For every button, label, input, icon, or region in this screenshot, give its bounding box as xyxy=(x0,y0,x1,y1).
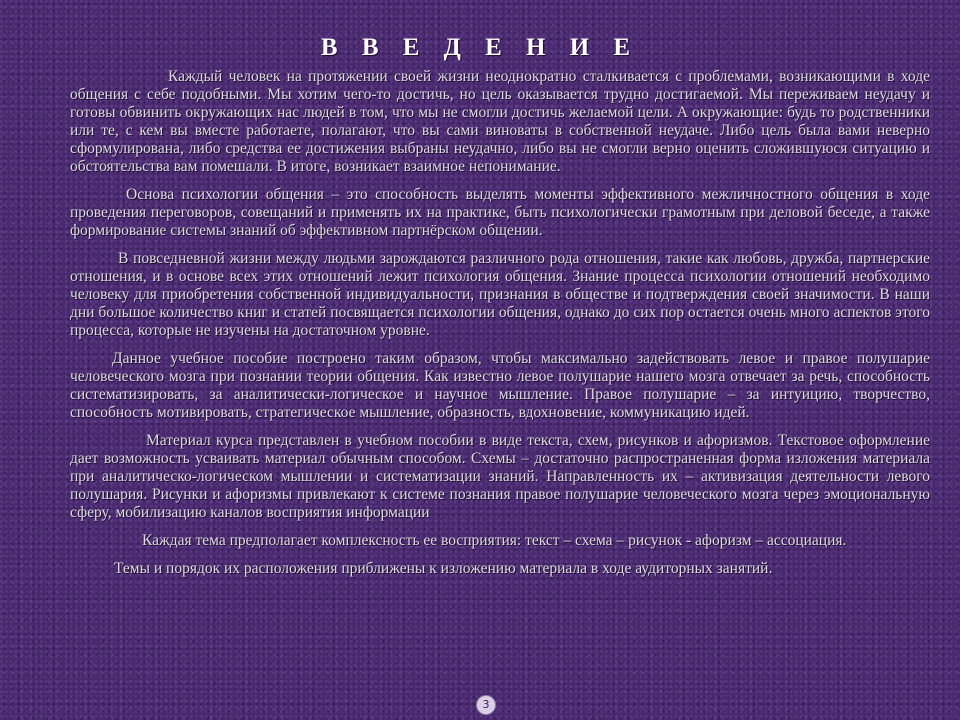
paragraph: Данное учебное пособие построено таким образом, чтобы максимально задействовать левое и правое полушарие человеческого мозга при познании теории общения. Как известно левое полушарие нашего мозга отвечает за речь, способность систематизировать, за аналитически-логическое и научное мышление. Правое полушарие – за интуицию, творчество, способность мотивировать, стратегическое мышление, образность, вдохновение, коммуникацию идей. xyxy=(70,350,930,421)
slide-title: В В Е Д Е Н И Е xyxy=(320,34,640,61)
paragraph: Материал курса представлен в учебном пособии в виде текста, схем, рисунков и афоризмов. Текстовое оформление дает возможность усваивать материал обычным способом. Схемы – достаточно распространенная форма изложения материала при аналитическо-логическом мышлении и систематизации знаний. Направленность их – активизация деятельности левого полушария. Рисунки и афоризмы привлекают к системе познания правое полушарие человеческого мозга через эмоциональную сферу, мобилизацию каналов восприятия информации xyxy=(70,432,930,521)
slide-body xyxy=(70,68,930,588)
paragraph: Темы и порядок их расположения приближены к изложению материала в ходе аудиторных занятий. xyxy=(114,560,773,577)
paragraph: Каждая тема предполагает комплексность ее восприятия: текст – схема – рисунок - афоризм – ассоциация. xyxy=(142,532,847,549)
paragraph: В повседневной жизни между людьми зарождаются различного рода отношения, такие как любовь, дружба, партнерские отношения, и в основе всех этих отношений лежит психология общения. Знание процесса психологии отношений необходимо человеку для приобретения собственной индивидуальности, признания в обществе и подтверждения своей значимости. В наши дни большое количество книг и статей посвящается психологии общения, однако до сих пор остается очень много аспектов этого процесса, которые не изучены на достаточном уровне. xyxy=(70,250,930,339)
page-number-badge: 3 xyxy=(476,695,496,715)
paragraph: Основа психологии общения – это способность выделять моменты эффективного межличностного общения в ходе проведения переговоров, совещаний и применять их на практике, быть психологически грамотным при деловой беседе, а также формирование системы знаний об эффективном партнёрском общении. xyxy=(70,186,930,239)
paragraph: Каждый человек на протяжении своей жизни неоднократно сталкивается с проблемами, возникающими в ходе общения с себе подобными. Мы хотим чего-то достичь, но цель оказывается трудно достигаемой. Мы переживаем неудачу и готовы обвинить окружающих нас людей в том, что мы не смогли достичь желаемой цели. А окружающие: будь то родственники или те, с кем вы вместе работаете, полагают, что вы сами виноваты в собственной неудаче. Либо цель была вами неверно сформулирована, либо средства ее достижения выбраны неудачно, либо вы не смогли верно оценить сложившуюся ситуацию и обстоятельства вам помешали. В итоге, возникает взаимное непонимание. xyxy=(70,68,930,175)
